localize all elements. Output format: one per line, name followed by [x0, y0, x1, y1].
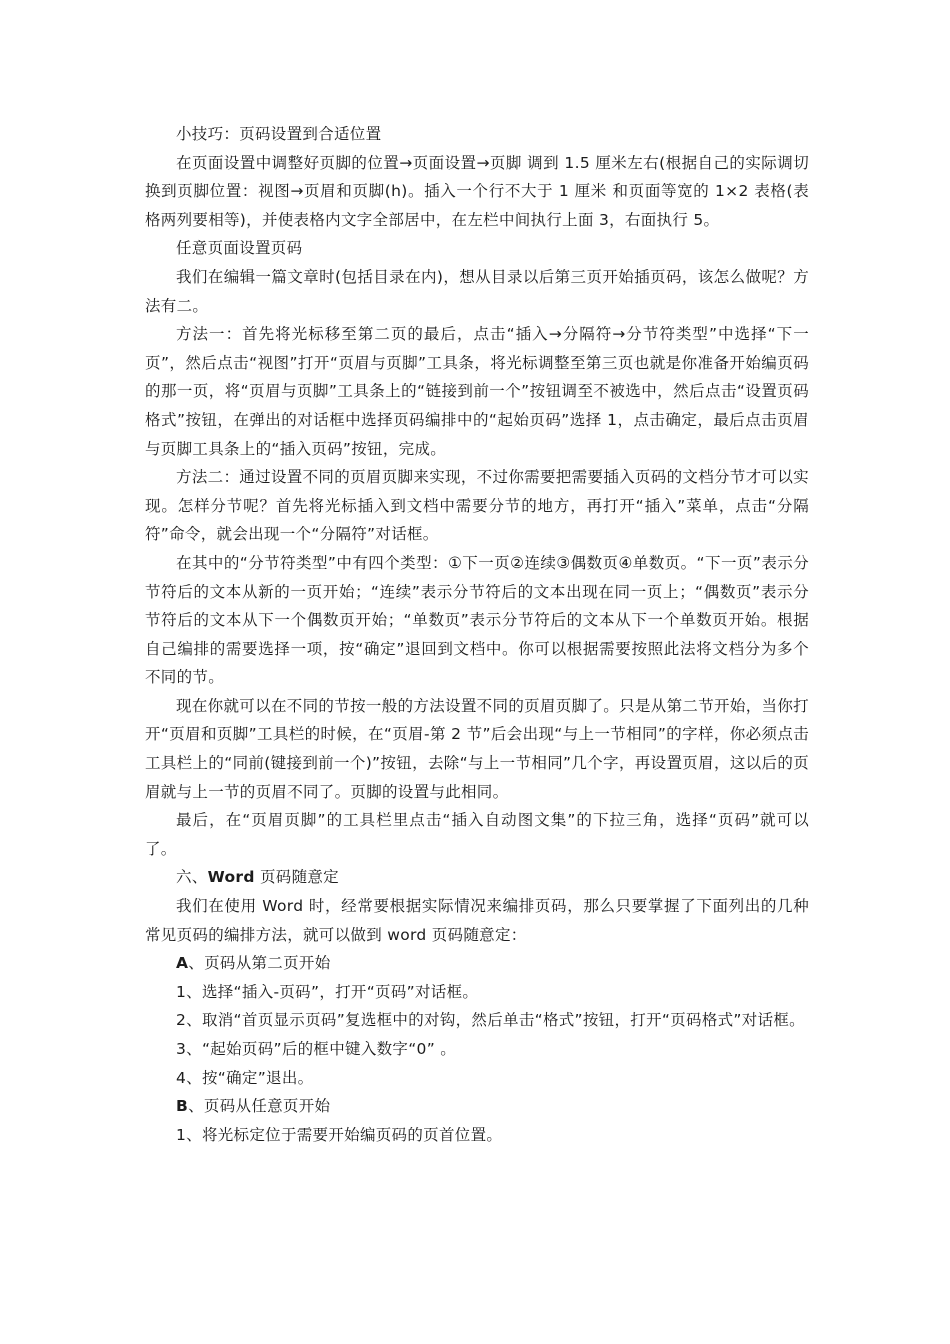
paragraph-footer-position: 在页面设置中调整好页脚的位置→页面设置→页脚 调到 1.5 厘米左右(根据自己的实际调切换到页脚位置：视图→页眉和页脚(h)。插入一个行不大于 1 厘米 和页面等宽的 1×2 表格(表格两列要相等)，并使表格内文字全部居中，在左栏中间执行上面 3，右面执行 5。	[145, 153, 809, 229]
part-b-title: 、页码从任意页开始	[188, 1097, 331, 1116]
section-six-heading	[145, 863, 809, 892]
part-a-step-3: 3、“起始页码”后的框中键入数字“0” 。	[176, 1040, 457, 1058]
section-six-word: Word	[207, 868, 255, 887]
part-a-step-4: 4、按“确定”退出。	[176, 1068, 314, 1087]
part-b-heading	[145, 1092, 809, 1121]
part-a-letter: A	[176, 954, 189, 973]
part-a-step-2: 2、取消“首页显示页码”复选框中的对钩，然后单击“格式”按钮，打开“页码格式”对话框。	[176, 1011, 805, 1030]
paragraph-method-one: 方法一：首先将光标移至第二页的最后，点击“插入→分隔符→分节符类型”中选择“下一页”，然后点击“视图”打开“页眉与页脚”工具条，将光标调整至第三页也就是你准备开始编页码的那一页，将“页眉与页脚”工具条上的“链接到前一个”按钮调至不被选中，然后点击“设置页码格式”按钮，在弹出的对话框中选择页码编排中的“起始页码”选择 1，点击确定，最后点击页眉与页脚工具条上的“插入页码”按钮，完成。	[145, 325, 809, 458]
document-body	[145, 120, 809, 1149]
paragraph-finally: 最后，在“页眉页脚”的工具栏里点击“插入自动图文集”的下拉三角，选择“页码”就可以了。	[145, 811, 809, 858]
part-b-letter: B	[176, 1097, 189, 1116]
paragraph-headers-per-section: 现在你就可以在不同的节按一般的方法设置不同的页眉页脚了。只是从第二节开始，当你打开“页眉和页脚”工具栏的时候，在“页眉-第 2 节”后会出现“与上一节相同”的字样，你必须点击工具栏上的“同前(键接到前一个)”按钮，去除“与上一节相同”几个字，再设置页眉，这以后的页眉就与上一节的页眉不同了。页脚的设置与此相同。	[145, 696, 809, 801]
part-a-title: 、页码从第二页开始	[188, 954, 331, 973]
paragraph-any-page-heading: 任意页面设置页码	[176, 239, 303, 258]
paragraph-intro: 我们在使用 Word 时，经常要根据实际情况来编排页码，那么只要掌握了下面列出的几种常见页码的编排方法，就可以做到 word 页码随意定：	[145, 897, 809, 944]
paragraph-section-types: 在其中的“分节符类型”中有四个类型：①下一页②连续③偶数页④单数页。“下一页”表示分节符后的文本从新的一页开始；“连续”表示分节符后的文本出现在同一页上；“偶数页”表示分节符后的文本从下一个偶数页开始；“单数页”表示分节符后的文本从下一个单数页开始。根据自己编排的需要选择一项，按“确定”退回到文档中。你可以根据需要按照此法将文档分为多个不同的节。	[145, 553, 809, 687]
paragraph-method-two: 方法二：通过设置不同的页眉页脚来实现，不过你需要把需要插入页码的文档分节才可以实现。怎样分节呢？首先将光标插入到文档中需要分节的地方，再打开“插入”菜单，点击“分隔符”命令，就会出现一个“分隔符”对话框。	[145, 468, 809, 544]
paragraph-tip-heading: 小技巧：页码设置到合适位置	[176, 125, 382, 143]
part-a-heading	[145, 949, 809, 978]
part-b-step-1: 1、将光标定位于需要开始编页码的页首位置。	[176, 1125, 503, 1144]
part-a-step-1: 1、选择“插入-页码”，打开“页码”对话框。	[176, 982, 479, 1001]
section-six-suffix: 页码随意定	[254, 868, 339, 887]
section-six-prefix: 六、	[176, 868, 208, 887]
paragraph-question: 我们在编辑一篇文章时(包括目录在内)，想从目录以后第三页开始插页码，该怎么做呢？方法有二。	[145, 267, 809, 315]
